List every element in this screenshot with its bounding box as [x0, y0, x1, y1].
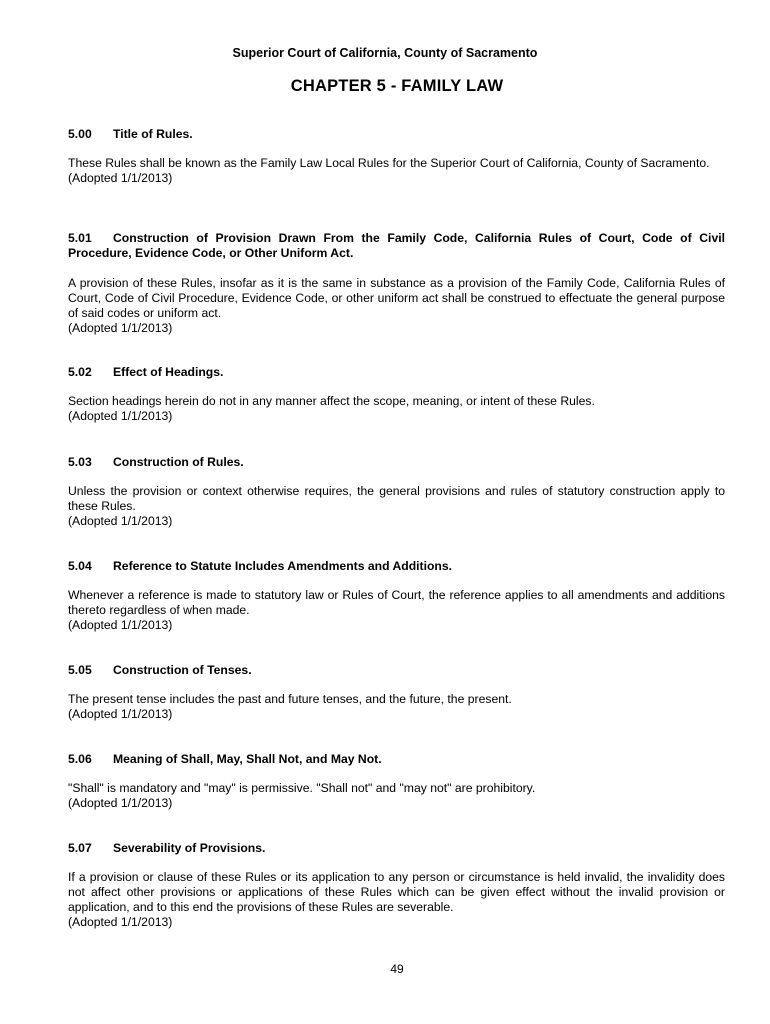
section-number: 5.06: [68, 752, 92, 766]
section-body: If a provision or clause of these Rules or its application to any person or circumstance is held invalid, the invalidity does not affect other provisions or applications of these Rules which can be given effect without the invalid provision or application, and to this end the provisions of these Rules are severable.: [68, 870, 725, 914]
section-title: Construction of Tenses.: [113, 663, 252, 677]
section-5-05: [68, 663, 725, 722]
section-heading: [68, 663, 725, 678]
section-number: 5.03: [68, 455, 92, 469]
page-number: 49: [390, 962, 404, 976]
section-5-04: [68, 559, 725, 633]
court-header: Superior Court of California, County of Sacramento: [232, 46, 538, 60]
adopted-note: (Adopted 1/1/2013): [68, 321, 173, 335]
section-title: Construction of Provision Drawn From the Family Code, California Rules of Court, Code of Civil Procedure, Evidence Code, or Other Uniform Act.: [68, 231, 725, 260]
adopted-note: (Adopted 1/1/2013): [68, 409, 173, 423]
section-body: "Shall" is mandatory and "may" is permissive. "Shall not" and "may not" are prohibitory.: [68, 781, 536, 795]
section-5-00: [68, 127, 725, 186]
section-title: Effect of Headings.: [113, 365, 224, 379]
section-body: Section headings herein do not in any manner affect the scope, meaning, or intent of these Rules.: [68, 394, 595, 408]
section-5-03: [68, 455, 725, 529]
section-title: Construction of Rules.: [113, 455, 244, 469]
section-body: These Rules shall be known as the Family Law Local Rules for the Superior Court of California, County of Sacramento.: [68, 156, 710, 170]
section-5-02: [68, 365, 725, 424]
section-body: Unless the provision or context otherwise requires, the general provisions and rules of statutory construction apply to these Rules.: [68, 484, 725, 513]
section-5-07: [68, 841, 725, 930]
section-number: 5.01: [68, 231, 92, 245]
chapter-title: CHAPTER 5 - FAMILY LAW: [290, 77, 504, 95]
adopted-note: (Adopted 1/1/2013): [68, 707, 173, 721]
section-body: Whenever a reference is made to statutory law or Rules of Court, the reference applies to all amendments and additions thereto regardless of when made.: [68, 588, 725, 617]
section-body: The present tense includes the past and future tenses, and the future, the present.: [68, 692, 512, 706]
adopted-note: (Adopted 1/1/2013): [68, 171, 173, 185]
section-heading: [68, 127, 725, 142]
section-heading: [68, 455, 725, 470]
section-body: A provision of these Rules, insofar as it is the same in substance as a provision of the Family Code, California Rules of Court, Code of Civil Procedure, Evidence Code, or other uniform act shall be construed to effectuate the general purpose of said codes or uniform act.: [68, 276, 725, 320]
section-number: 5.07: [68, 841, 92, 855]
adopted-note: (Adopted 1/1/2013): [68, 915, 173, 929]
section-title: Severability of Provisions.: [113, 841, 266, 855]
section-heading: [68, 231, 725, 261]
section-heading: [68, 841, 725, 856]
section-5-01: [68, 231, 725, 336]
section-title: Reference to Statute Includes Amendments and Additions.: [113, 559, 453, 573]
adopted-note: (Adopted 1/1/2013): [68, 514, 173, 528]
adopted-note: (Adopted 1/1/2013): [68, 618, 173, 632]
section-heading: [68, 559, 725, 574]
section-number: 5.00: [68, 127, 92, 141]
section-number: 5.04: [68, 559, 92, 573]
section-5-06: [68, 752, 725, 811]
section-number: 5.02: [68, 365, 92, 379]
adopted-note: (Adopted 1/1/2013): [68, 796, 173, 810]
section-number: 5.05: [68, 663, 92, 677]
section-heading: [68, 365, 725, 380]
section-heading: [68, 752, 725, 767]
section-title: Title of Rules.: [113, 127, 193, 141]
section-title: Meaning of Shall, May, Shall Not, and May Not.: [113, 752, 382, 766]
